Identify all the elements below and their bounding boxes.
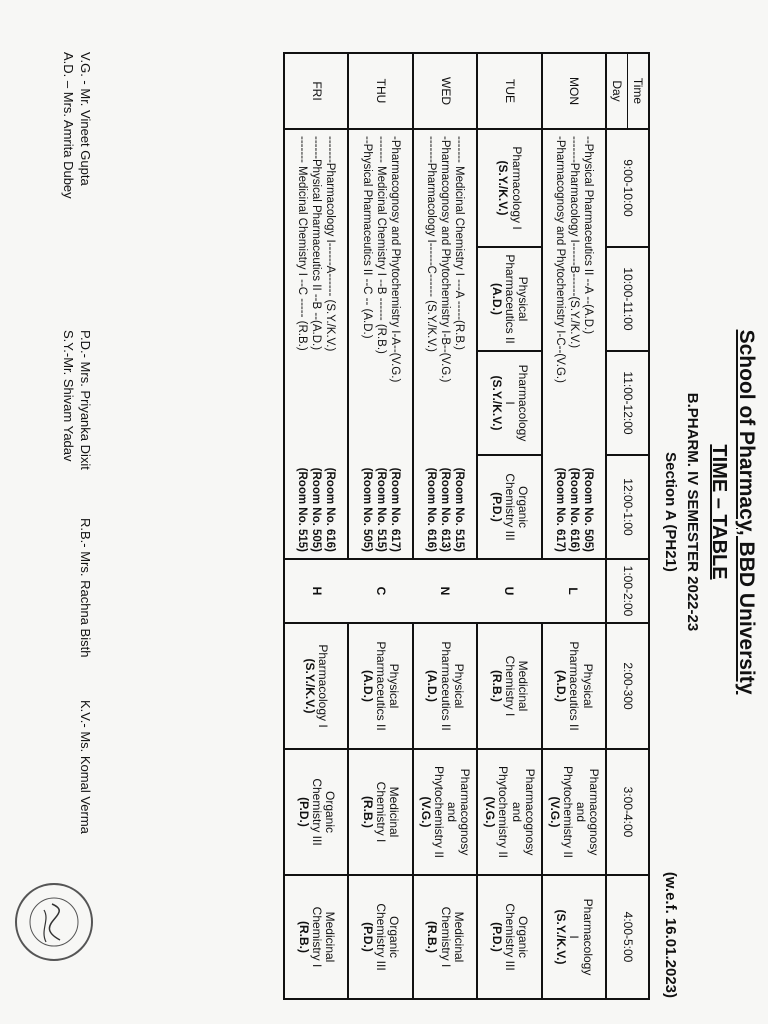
room-number: (Room No. 515) <box>296 467 309 552</box>
lunch-letter: U <box>502 586 516 596</box>
class-cell <box>413 623 477 749</box>
subject-text: Medicinal <box>387 786 402 838</box>
batch-text: ------- Medicinal Chemistry I ---A -----(R.B.) <box>453 136 466 351</box>
time-header: Time <box>627 54 648 128</box>
subject-text: Pharmaceutics II <box>374 641 389 731</box>
class-cell <box>284 875 348 999</box>
batch-line <box>581 136 595 552</box>
teacher-code: (V.G.) <box>483 796 498 828</box>
batch-text: -------Pharmacology I------A------ (S.Y./K.V.) <box>324 136 337 352</box>
batch-text: --Physical Pharmaceutics II --C -- (A.D.) <box>360 136 373 339</box>
subject-text: Organic <box>516 915 531 959</box>
class-cell <box>477 247 541 351</box>
subject-text: Chemistry I <box>438 906 453 968</box>
semester-label: B.PHARM. IV SEMESTER 2022-23 <box>684 392 701 632</box>
room-number: (Room No. 616) <box>425 467 438 552</box>
class-cell <box>284 623 348 749</box>
room-number: (Room No. 505) <box>581 467 594 552</box>
class-cell <box>542 623 606 749</box>
class-cell <box>477 129 541 247</box>
subject-text: Pharmacognosy <box>458 768 473 856</box>
class-cell <box>477 749 541 875</box>
teacher-code: (A.D.) <box>425 670 440 702</box>
lunch-letter: C <box>374 586 388 596</box>
slot-header: 12:00-1:00 <box>606 455 649 559</box>
subject-text: Chemistry III <box>503 473 518 541</box>
subject-text: Pharmaceutics II <box>567 641 582 731</box>
subject-text: I <box>567 935 582 939</box>
class-cell <box>413 749 477 875</box>
subject-text: Physical <box>387 663 402 709</box>
batch-line <box>452 136 466 552</box>
subject-text: Chemistry III <box>309 778 324 846</box>
subject-text: Pharmacognosy <box>587 768 602 856</box>
lunch-letter: L <box>566 587 580 595</box>
batch-text: -Pharmacognosy and Phytochemistry I-C--(V.G.) <box>553 136 566 383</box>
teacher-code: (R.B.) <box>489 670 504 702</box>
room-number: (Room No. 616) <box>324 467 337 552</box>
class-cell <box>284 749 348 875</box>
legend-rb: R.B.- Mrs. Rachna Bisth <box>78 518 93 658</box>
subject-text: Chemistry I <box>503 655 518 717</box>
room-number: (Room No. 617) <box>388 467 401 552</box>
subject-text: Pharmacology <box>516 364 531 442</box>
legend-kv: K.V.- Ms. Komal Verma <box>78 700 93 834</box>
batch-line <box>374 136 388 552</box>
subject-text: and <box>574 801 588 823</box>
teacher-code: (R.B.) <box>296 921 311 953</box>
batch-text: -Pharmacognosy and Phytochemistry I-A--(V.G.) <box>388 136 401 383</box>
morning-batches <box>542 129 606 559</box>
room-number: (Room No. 515) <box>374 467 387 552</box>
subject-text: Medicinal <box>451 911 466 963</box>
legend-vg: V.G. - Mr. Vineet Gupta <box>78 52 93 186</box>
subject-text: Medicinal <box>516 660 531 712</box>
teacher-code: (P.D.) <box>361 922 376 952</box>
class-cell <box>542 875 606 999</box>
batch-text: ------Physical Pharmaceutics II --B --(A.D.) <box>310 136 323 351</box>
teacher-code: (A.D.) <box>489 283 504 315</box>
subject-text: and <box>509 801 524 823</box>
teacher-code: (P.D.) <box>296 797 311 827</box>
class-cell <box>477 623 541 749</box>
batch-text: -------Pharmacology I------B------(S.Y./K.V.) <box>567 136 580 349</box>
lunch-letter: H <box>310 586 324 596</box>
room-number: (Room No. 616) <box>567 467 580 552</box>
day-label: THU <box>348 53 412 129</box>
teacher-code: (V.G.) <box>418 796 433 828</box>
legend-ad: A.D. – Mrs. Amrita Dubey <box>61 52 76 199</box>
teacher-code: (R.B.) <box>361 796 376 828</box>
teacher-code: (A.D.) <box>554 670 569 702</box>
class-cell <box>477 875 541 999</box>
morning-batches <box>348 129 412 559</box>
morning-batches <box>284 129 348 559</box>
subject-text: Phytochemistry II <box>432 765 447 859</box>
batch-line <box>388 136 402 552</box>
day-label: MON <box>542 53 606 129</box>
batch-text: -------Pharmacology I------C------ (S.Y./K.V.) <box>425 136 438 352</box>
subject-text: Pharmacology I <box>509 146 524 230</box>
slot-header: 1:00-2:00 <box>606 559 649 623</box>
university-title: School of Pharmacy, BBD University <box>735 329 758 695</box>
batch-line <box>323 136 337 552</box>
row-mon <box>542 53 606 999</box>
room-number: (Room No. 515) <box>453 467 466 552</box>
class-cell <box>542 749 606 875</box>
subject-text: Organic <box>323 790 337 834</box>
subject-text: Pharmacology <box>580 898 595 976</box>
subject-text: Chemistry III <box>503 903 518 971</box>
timetable <box>283 52 650 1000</box>
day-label: WED <box>413 53 477 129</box>
batch-text: --Physical Pharmaceutics II --A --(A.D.) <box>581 136 594 335</box>
subject-text: Pharmaceutics II <box>438 641 453 731</box>
batch-line <box>309 136 323 552</box>
day-label: FRI <box>284 53 348 129</box>
teacher-code: (P.D.) <box>489 922 504 952</box>
class-cell <box>348 875 412 999</box>
subject-text: Medicinal <box>323 911 337 963</box>
subject-text: Phytochemistry II <box>560 765 575 859</box>
class-cell <box>348 749 412 875</box>
batch-line <box>567 136 581 552</box>
teacher-code: (A.D.) <box>361 670 376 702</box>
row-fri <box>284 53 348 999</box>
row-wed <box>413 53 477 999</box>
class-cell <box>348 623 412 749</box>
subject-text: Pharmacology I <box>316 644 331 728</box>
class-cell <box>477 351 541 455</box>
lunch-cell <box>284 559 606 623</box>
batch-line <box>360 136 374 552</box>
teacher-code: (P.D.) <box>489 492 504 522</box>
row-thu <box>348 53 412 999</box>
subject-text: Chemistry I <box>374 781 389 843</box>
slot-header: 11:00-12:00 <box>606 351 649 455</box>
subject-text: Organic <box>387 915 402 959</box>
row-tue <box>477 53 541 999</box>
legend-col-2 <box>60 330 94 470</box>
teacher-code: (R.B.) <box>425 921 440 953</box>
legend-col-1 <box>60 52 94 199</box>
timetable-title: TIME – TABLE <box>708 444 730 580</box>
batch-text: ------- Medicinal Chemistry I --C ----- (R.B.) <box>296 136 309 351</box>
day-label: TUE <box>477 53 541 129</box>
teacher-code: (V.G.) <box>547 796 562 828</box>
batch-line <box>553 136 567 552</box>
class-cell <box>413 875 477 999</box>
section-label: Section A (PH21) <box>662 452 679 572</box>
teacher-code: (S.Y./K.V.) <box>303 658 318 714</box>
legend-pd: P.D.- Mrs. Priyanka Dixit <box>78 330 93 470</box>
batch-line <box>424 136 438 552</box>
slot-header: 9:00-10:00 <box>606 129 649 247</box>
room-number: (Room No. 505) <box>310 467 323 552</box>
effective-date: (w.e.f. 16.01.2023) <box>662 871 679 998</box>
slot-header: 10:00-11:00 <box>606 247 649 351</box>
subject-text: and <box>445 801 460 823</box>
slot-header: 3:00-4:00 <box>606 749 649 875</box>
room-number: (Room No. 617) <box>553 467 566 552</box>
lunch-letter: N <box>438 586 452 596</box>
subject-text: I <box>503 401 518 405</box>
teacher-code: (S.Y./K.V.) <box>496 160 511 216</box>
school-stamp-icon <box>12 880 96 964</box>
subject-text: Organic <box>516 485 531 529</box>
batch-line <box>295 136 309 552</box>
subject-text: Pharmacognosy <box>522 768 537 856</box>
batch-text: -Pharmacognosy and Phytochemistry I-B--(V.G.) <box>439 136 452 383</box>
subject-text: Physical <box>516 276 531 322</box>
morning-batches <box>413 129 477 559</box>
subject-text: Physical <box>580 663 595 709</box>
subject-text: Chemistry I <box>309 906 324 968</box>
batch-line <box>438 136 452 552</box>
slot-header: 2:00-300 <box>606 623 649 749</box>
room-number: (Room No. 613) <box>439 467 452 552</box>
subject-text: Chemistry III <box>374 903 389 971</box>
subject-text: Phytochemistry II <box>496 765 511 859</box>
room-number: (Room No. 505) <box>360 467 373 552</box>
subject-text: Physical <box>451 663 466 709</box>
corner-cell <box>606 53 649 129</box>
teacher-code: (S.Y./K.V.) <box>489 375 504 431</box>
class-cell <box>477 455 541 559</box>
teacher-code: (S.Y./K.V.) <box>554 909 569 965</box>
day-header: Day <box>610 80 624 102</box>
batch-text: ------- Medicinal Chemistry I --B ------ (R.B.) <box>374 136 387 354</box>
legend-sy: S.Y.-Mr. Shivam Yadav <box>61 330 76 462</box>
slot-header: 4:00-5:00 <box>606 875 649 999</box>
subject-text: Pharmaceutics II <box>503 254 518 344</box>
